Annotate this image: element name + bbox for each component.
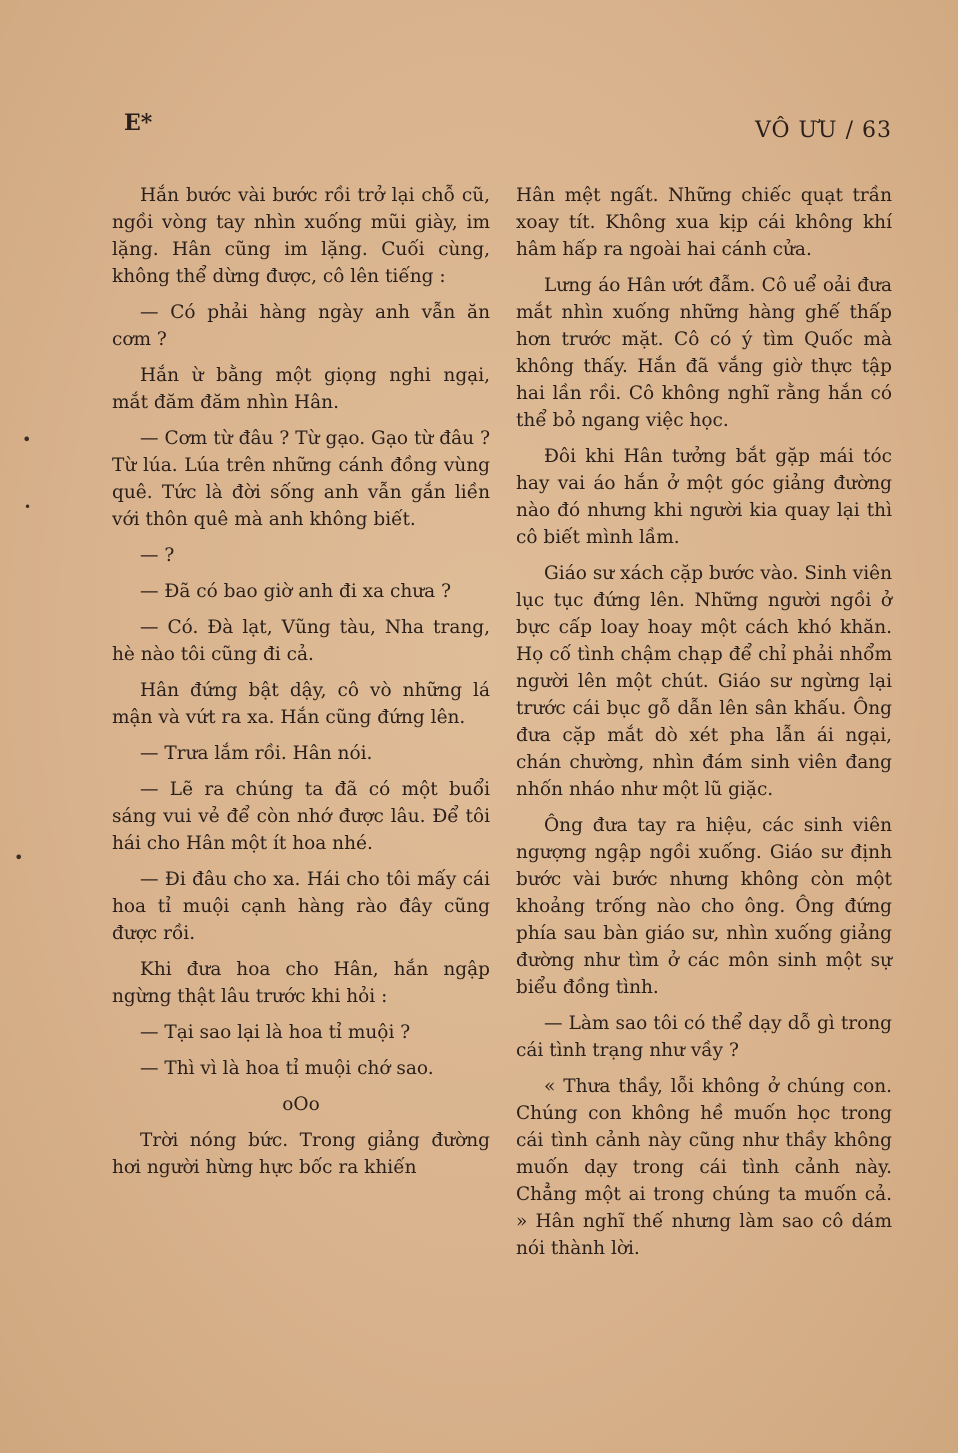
paragraph: Ông đưa tay ra hiệu, các sinh viên ngượng ngập ngồi xuống. Giáo sư định bước vài bước nhưng không còn một khoảng trống nào cho ông. Ông đứng phía sau bàn giáo sư, nhìn xuống giảng đường như tìm ở các môn sinh một sự biểu đồng tình. [516,815,892,998]
paragraph: Hắn bước vài bước rồi trở lại chỗ cũ, ngồi vòng tay nhìn xuống mũi giày, im lặng. Hân cũng im lặng. Cuối cùng, không thể dừng được, cô lên tiếng : [112,185,490,287]
running-head: VÔ ƯU / 63 [754,118,892,143]
paragraph: — Đi đâu cho xa. Hái cho tôi mấy cái hoa tỉ muội cạnh hàng rào đây cũng được rồi. [112,869,490,944]
paragraph: — Có phải hàng ngày anh vẫn ăn cơm ? [112,302,490,350]
paragraph: — Thì vì là hoa tỉ muội chớ sao. [140,1058,434,1079]
section-separator: oOo [282,1094,320,1115]
paragraph: Hân mệt ngất. Những chiếc quạt trần xoay tít. Không xua kịp cái không khí hâm hấp ra ngoài hai cánh cửa. [516,185,892,260]
paragraph: Trời nóng bức. Trong giảng đường hơi người hừng hực bốc ra khiến [112,1130,490,1178]
paragraph: — Đã có bao giờ anh đi xa chưa ? [140,581,452,602]
paragraph: — Lẽ ra chúng ta đã có một buổi sáng vui vẻ để còn nhớ được lâu. Để tôi hái cho Hân một ít hoa nhé. [112,779,490,854]
corner-mark: E* [124,110,153,136]
paragraph: — Làm sao tôi có thể dạy dỗ gì trong cái tình trạng như vầy ? [516,1013,892,1061]
paragraph: Lưng áo Hân ướt đẫm. Cô uể oải đưa mắt nhìn xuống những hàng ghế thấp hơn trước mặt. Cô có ý tìm Quốc mà không thấy. Hắn đã vắng giờ thực tập hai lần rồi. Cô không nghĩ rằng hắn có thể bỏ ngang việc học. [516,275,892,431]
margin-speck: • [14,848,24,867]
paragraph: — Trưa lắm rồi. Hân nói. [140,743,373,764]
paragraph: — Tại sao lại là hoa tỉ muội ? [140,1022,411,1043]
left-column [112,182,490,1190]
margin-speck: • [22,430,32,449]
paragraph: — ? [140,545,175,566]
margin-speck: • [24,500,32,514]
paragraph: Hân đứng bật dậy, cô vò những lá mận và vứt ra xa. Hắn cũng đứng lên. [112,680,490,728]
paragraph: Khi đưa hoa cho Hân, hắn ngập ngừng thật lâu trước khi hỏi : [112,959,490,1007]
paragraph: — Có. Đà lạt, Vũng tàu, Nha trang, hè nào tôi cũng đi cả. [112,617,490,665]
paragraph: Giáo sư xách cặp bước vào. Sinh viên lục tục đứng lên. Những người ngồi ở bực cấp loay hoay một cách khó khăn. Họ cố tình chậm chạp để chỉ phải nhổm người lên một chút. Giáo sư ngừng lại trước cái bục gỗ dẫn lên sân khấu. Ông đưa cặp mắt dò xét pha lẫn ái ngại, chán chường, nhìn đám sinh viên đang nhốn nháo như một lũ giặc. [516,563,892,800]
paragraph: « Thưa thầy, lỗi không ở chúng con. Chúng con không hề muốn học trong cái tình cảnh này cũng như thầy không muốn dạy trong cái tình cảnh này. Chẳng một ai trong chúng ta muốn cả. » Hân nghĩ thế nhưng làm sao cô dám nói thành lời. [516,1076,892,1259]
right-column [516,182,892,1271]
paragraph: Đôi khi Hân tưởng bắt gặp mái tóc hay vai áo hắn ở một góc giảng đường nào đó nhưng khi người kia quay lại thì cô biết mình lầm. [516,446,892,548]
paragraph: Hắn ừ bằng một giọng nghi ngại, mắt đăm đăm nhìn Hân. [112,365,490,413]
paragraph: — Cơm từ đâu ? Từ gạo. Gạo từ đâu ? Từ lúa. Lúa trên những cánh đồng vùng quê. Tức là đời sống anh vẫn gắn liền với thôn quê mà anh không biết. [112,428,490,530]
